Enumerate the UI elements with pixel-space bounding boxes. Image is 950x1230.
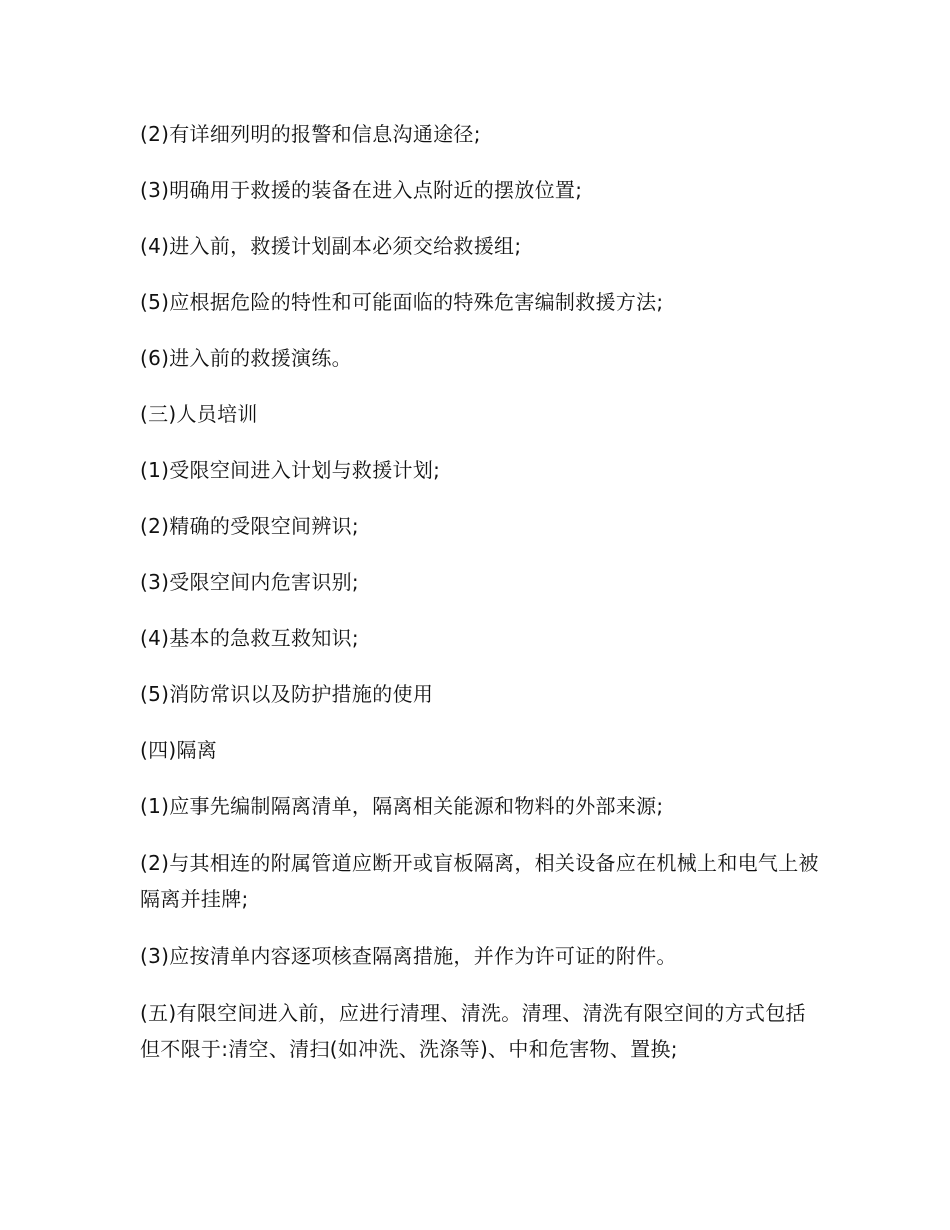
paragraph: (1)受限空间进入计划与救援计划;: [140, 458, 441, 482]
section-heading: (三)人员培训: [140, 402, 258, 426]
paragraph: (3)明确用于救援的装备在进入点附近的摆放位置;: [140, 178, 583, 202]
paragraph: (3)应按清单内容逐项核查隔离措施，并作为许可证的附件。: [140, 944, 677, 968]
paragraph: (6)进入前的救援演练。: [140, 346, 352, 370]
section-heading: (四)隔离: [140, 738, 218, 762]
paragraph: (5)应根据危险的特性和可能面临的特殊危害编制救援方法;: [140, 290, 664, 314]
paragraph: (1)应事先编制隔离清单，隔离相关能源和物料的外部来源;: [140, 794, 664, 818]
document-body: [140, 117, 820, 1089]
paragraph: (2)与其相连的附属管道应断开或盲板隔离，相关设备应在机械上和电气上被隔离并挂牌;: [140, 851, 819, 911]
paragraph: (2)有详细列明的报警和信息沟通途径;: [140, 122, 481, 146]
paragraph: (4)进入前，救援计划副本必须交给救援组;: [140, 234, 522, 258]
section-heading: (五)有限空间进入前，应进行清理、清洗。清理、清洗有限空间的方式包括但不限于:清空、清扫(如冲洗、洗涤等)、中和危害物、置换;: [140, 1001, 806, 1061]
paragraph: (3)受限空间内危害识别;: [140, 570, 359, 594]
paragraph: (4)基本的急救互救知识;: [140, 626, 359, 650]
paragraph: (2)精确的受限空间辨识;: [140, 514, 359, 538]
paragraph: (5)消防常识以及防护措施的使用: [140, 682, 434, 706]
